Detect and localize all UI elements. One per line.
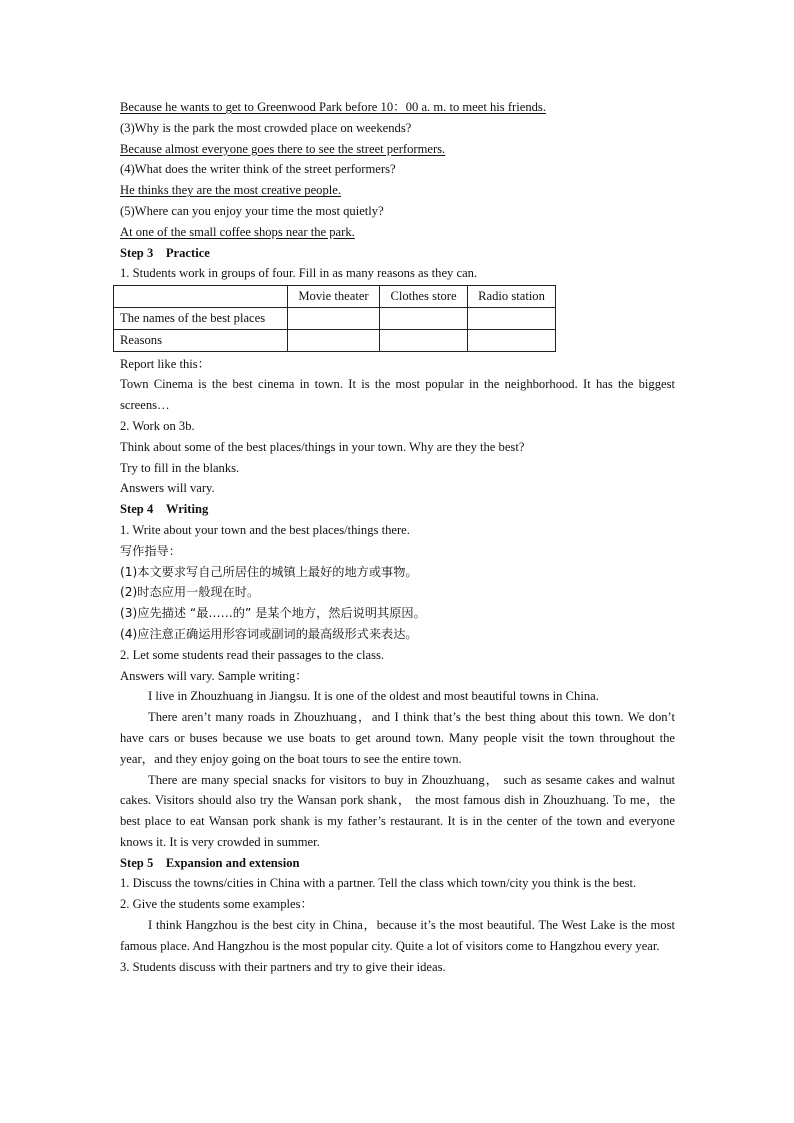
table-header-cell: Clothes store <box>380 286 468 308</box>
table-cell <box>288 329 380 351</box>
report-label: Report like this： <box>120 356 211 371</box>
table-cell <box>380 307 468 329</box>
table-header-cell: Radio station <box>468 286 556 308</box>
answer-5: At one of the small coffee shops near the park. <box>120 224 355 239</box>
question-5: (5)Where can you enjoy your time the most quietly? <box>120 203 384 218</box>
document-page <box>120 97 675 977</box>
example-paragraph: I think Hangzhou is the best city in China，because it’s the most beautiful. The West Lake is the most famous place. And Hangzhou is the most popular city. Quite a lot of visitors come to Hangzhou every year. <box>120 918 675 953</box>
step3-try: Try to fill in the blanks. <box>120 460 240 475</box>
step3-item2: 2. Work on 3b. <box>120 418 195 433</box>
step5-item3: 3. Students discuss with their partners and try to give their ideas. <box>120 959 446 974</box>
step3-heading: Step 3 Practice <box>120 245 210 260</box>
table-header-cell: Movie theater <box>288 286 380 308</box>
step5-heading: Step 5 Expansion and extension <box>120 855 300 870</box>
step5-item1: 1. Discuss the towns/cities in China with a partner. Tell the class which town/city you think is the best. <box>120 876 637 891</box>
table-header-cell <box>114 286 288 308</box>
guide-item: (2)时态应用一般现在时。 <box>120 585 260 600</box>
step3-think: Think about some of the best places/things in your town. Why are they the best? <box>120 439 525 454</box>
sample-paragraph: There are many special snacks for visitors to buy in Zhouzhuang， such as sesame cakes and walnut cakes. Visitors should also try the Wansan pork shank， the most famous dish in Zhouzhuang. To me，the best place to eat Wansan pork shank is my father’s restaurant. It is in the center of the town and everyone knows it. It is very crowded in summer. <box>120 772 675 849</box>
answer-3: Because almost everyone goes there to see the street performers. <box>120 141 446 156</box>
step3-instruction: 1. Students work in groups of four. Fill in as many reasons as they can. <box>120 266 478 281</box>
guide-label: 写作指导： <box>120 543 181 558</box>
step5-item2: 2. Give the students some examples： <box>120 897 314 912</box>
table-cell <box>380 329 468 351</box>
step3-answers: Answers will vary. <box>120 481 215 496</box>
sample-paragraph: I live in Zhouzhuang in Jiangsu. It is one of the oldest and most beautiful towns in China. <box>148 689 599 704</box>
sample-label: Answers will vary. Sample writing： <box>120 668 308 683</box>
answer-4: He thinks they are the most creative people. <box>120 183 342 198</box>
guide-item: (3)应先描述 “最……的” 是某个地方，然后说明其原因。 <box>120 606 426 621</box>
answer-2: Because he wants to get to Greenwood Park before 10：00 a. m. to meet his friends. <box>120 100 546 114</box>
step4-heading: Step 4 Writing <box>120 502 209 517</box>
question-3: (3)Why is the park the most crowded place on weekends? <box>120 120 412 135</box>
table-cell <box>468 307 556 329</box>
report-text: Town Cinema is the best cinema in town. It is the most popular in the neighborhood. It has the biggest screens… <box>120 377 675 413</box>
sample-paragraph: There aren’t many roads in Zhouzhuang，and I think that’s the best thing about this town. We don’t have cars or buses because we use boats to get around town. Many people visit the town throughout the year，and they enjoy going on the boat tours to see the entire town. <box>120 710 675 766</box>
guide-item: (1)本文要求写自己所居住的城镇上最好的地方或事物。 <box>120 564 418 579</box>
guide-item: (4)应注意正确运用形容词或副词的最高级形式来表达。 <box>120 626 418 641</box>
table-header-row <box>114 286 556 308</box>
table-cell <box>288 307 380 329</box>
step4-item1: 1. Write about your town and the best places/things there. <box>120 522 410 537</box>
table-cell <box>468 329 556 351</box>
table-cell: The names of the best places <box>114 307 288 329</box>
table-cell: Reasons <box>114 329 288 351</box>
step4-item2: 2. Let some students read their passages to the class. <box>120 647 385 662</box>
places-table <box>113 285 556 351</box>
table-row <box>114 307 556 329</box>
table-row <box>114 329 556 351</box>
question-4: (4)What does the writer think of the street performers? <box>120 162 396 177</box>
